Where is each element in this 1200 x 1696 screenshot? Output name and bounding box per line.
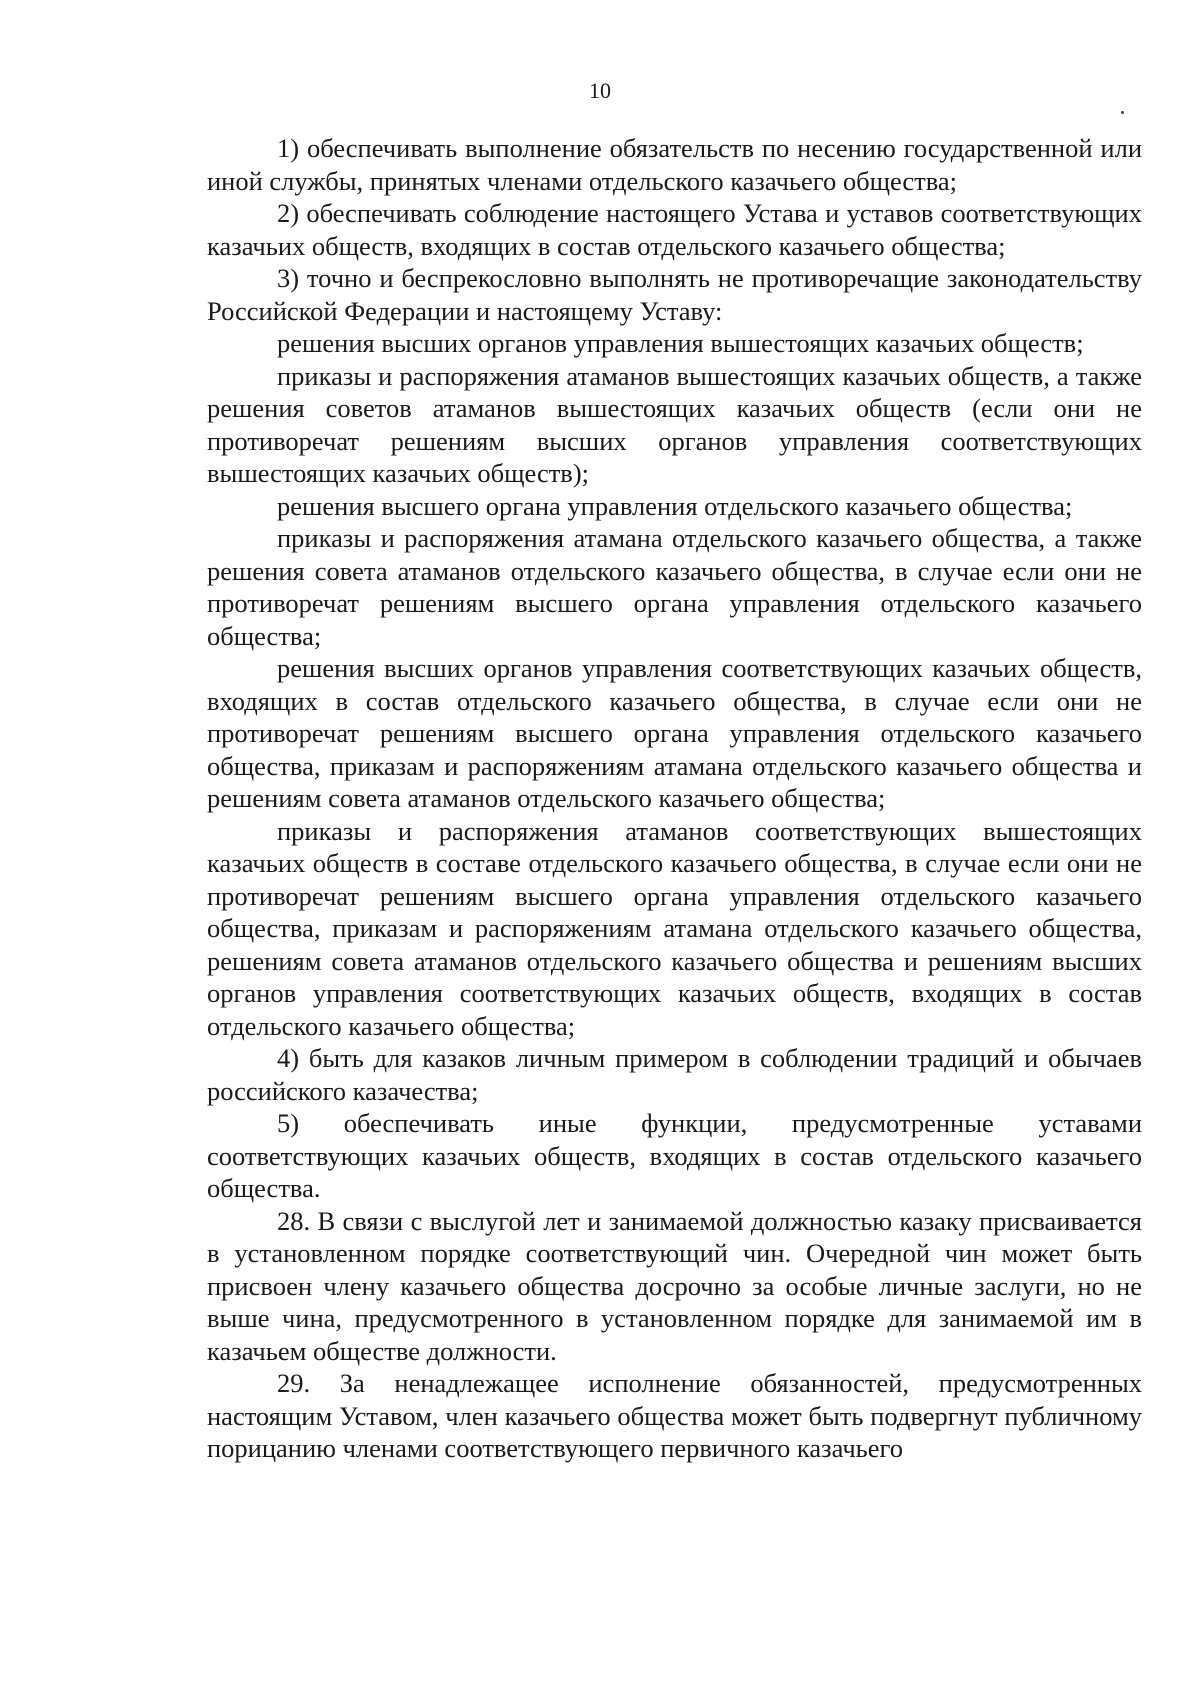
paragraph-9: приказы и распоряжения атаманов соответствующих вышестоящих казачьих обществ в составе отдельского казачьего общества, в случае если они не противоречат решениям высшего органа управления отдельского казачьего общества, приказам и распоряжениям атамана отдельского казачьего общества, решениям совета атаманов отдельского казачьего общества и решениям высших органов управления соответствующих казачьих обществ, входящих в состав отдельского казачьего общества; xyxy=(207,815,1142,1041)
paragraph-6: решения высшего органа управления отдельского казачьего общества; xyxy=(277,490,1073,521)
paragraph-2: 2) обеспечивать соблюдение настоящего Устава и уставов соответствующих казачьих обществ, входящих в состав отдельского казачьего общества; xyxy=(207,198,1142,261)
paragraph-4: решения высших органов управления вышестоящих казачьих обществ; xyxy=(277,328,1084,358)
paragraph-11: 5) обеспечивать иные функции, предусмотренные уставами соответствующих казачьих обществ, входящих в состав отдельского казачьего общества. xyxy=(207,1108,1142,1203)
paragraph-5: приказы и распоряжения атаманов вышестоящих казачьих обществ, а также решения советов атаманов вышестоящих казачьих обществ (если они не противоречат решениям высших органов управления соответствующих вышестоящих казачьих обществ); xyxy=(207,360,1142,488)
paragraph-13: 29. За ненадлежащее исполнение обязанностей, предусмотренных настоящим Уставом, член казачьего общества может быть подвергнут публичному порицанию членами соответствующего первичного казачьего xyxy=(207,1368,1142,1463)
paragraph-8: решения высших органов управления соответствующих казачьих обществ, входящих в состав отдельского казачьего общества, в случае если они не противоречат решениям высшего органа управления отдельского казачьего общества, приказам и распоряжениям атамана отдельского казачьего общества и решениям совета атаманов отдельского казачьего общества; xyxy=(207,653,1142,813)
paragraph-1: 1) обеспечивать выполнение обязательств по несению государственной или иной службы, принятых членами отдельского казачьего общества; xyxy=(207,133,1142,196)
paragraph-10: 4) быть для казаков личным примером в соблюдении традиций и обычаев российского казачества; xyxy=(207,1043,1142,1106)
paragraph-12: 28. В связи с выслугой лет и занимаемой должностью казаку присваивается в установленном порядке соответствующий чин. Очередной чин может быть присвоен члену казачьего общества досрочно за особые личные заслуги, но не выше чина, предусмотренного в установленном порядке для занимаемой им в казачьем обществе должности. xyxy=(207,1205,1142,1366)
document-body xyxy=(207,132,1142,1465)
paragraph-7: приказы и распоряжения атамана отдельского казачьего общества, а также решения совета атаманов отдельского казачьего общества, в случае если они не противоречат решениям высшего органа управления отдельского казачьего общества; xyxy=(207,523,1142,651)
scan-speck xyxy=(1121,111,1124,114)
page-number: 10 xyxy=(589,78,611,103)
paragraph-3: 3) точно и беспрекословно выполнять не противоречащие законодательству Российской Федерации и настоящему Уставу: xyxy=(207,263,1142,326)
